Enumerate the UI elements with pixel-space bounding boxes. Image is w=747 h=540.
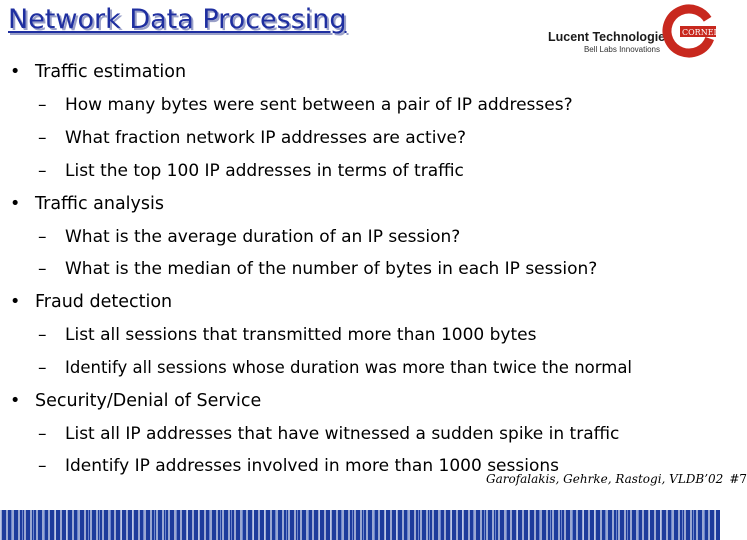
bullet-dot: • xyxy=(10,292,21,312)
sub-bullet-text: How many bytes were sent between a pair of IP addresses? xyxy=(65,95,573,115)
dash-marker: – xyxy=(38,424,47,444)
footer-citation xyxy=(486,472,747,486)
dash-marker: – xyxy=(38,161,47,181)
cornell-ring-logo xyxy=(662,4,725,58)
dash-marker: – xyxy=(38,325,47,345)
footer-decorative-bar xyxy=(0,510,720,540)
sub-bullet-text: What is the median of the number of bytes in each IP session? xyxy=(65,259,598,279)
bullet-text: Traffic estimation xyxy=(35,62,187,82)
dash-marker: – xyxy=(38,259,47,279)
sub-bullet-text: Identify IP addresses involved in more than 1000 sessions xyxy=(65,456,559,476)
citation-text: Garofalakis, Gehrke, Rastogi, VLDB’02 xyxy=(486,472,724,486)
ring-text: CORNELL xyxy=(682,28,725,37)
logo-brand: Lucent Technologies xyxy=(548,30,673,44)
bullet-dot: • xyxy=(10,391,21,411)
bullet-dot: • xyxy=(10,194,21,214)
sub-bullet-text: What is the average duration of an IP session? xyxy=(65,227,461,247)
sub-bullet-text: List the top 100 IP addresses in terms of traffic xyxy=(65,161,464,181)
lucent-logo xyxy=(548,30,673,54)
sub-bullet-text: Identify all sessions whose duration was more than twice the normal xyxy=(65,358,633,377)
dash-marker: – xyxy=(38,95,47,115)
sub-bullet-text: List all sessions that transmitted more than 1000 bytes xyxy=(65,325,537,345)
dash-marker: – xyxy=(38,227,47,247)
bullet-dot: • xyxy=(10,62,21,82)
bullet-text: Security/Denial of Service xyxy=(35,391,262,411)
sub-bullet-text: List all IP addresses that have witnessed a sudden spike in traffic xyxy=(65,424,620,444)
sub-bullet-text: What fraction network IP addresses are active? xyxy=(65,128,466,148)
slide-title: Network Data Processing xyxy=(8,4,347,35)
bullet-text: Traffic analysis xyxy=(35,194,164,214)
dash-marker: – xyxy=(38,358,47,378)
dash-marker: – xyxy=(38,128,47,148)
bullet-text: Fraud detection xyxy=(35,292,173,312)
dash-marker: – xyxy=(38,456,47,476)
logo-tagline: Bell Labs Innovations xyxy=(583,45,660,54)
page-number: #7 xyxy=(729,472,747,486)
